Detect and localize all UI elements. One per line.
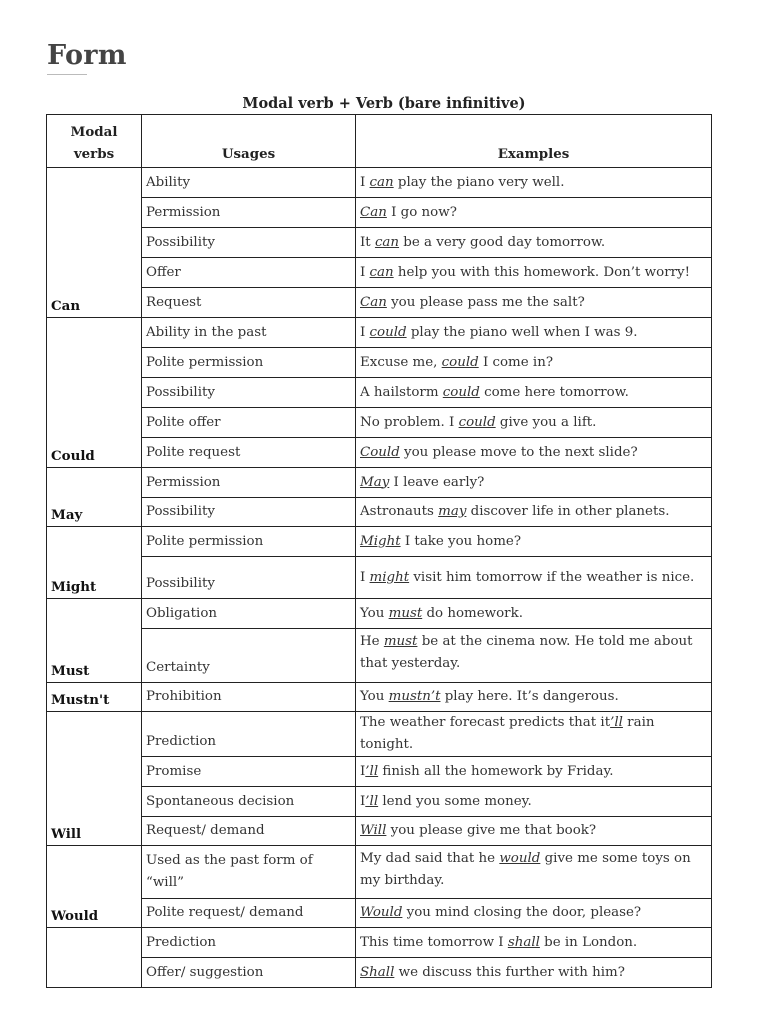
modal-verb-highlight: might: [369, 569, 410, 585]
modal-verb-highlight: can: [369, 264, 394, 280]
usage-cell: Used as the past form of “will”: [142, 846, 356, 899]
example-text: I go now?: [386, 204, 457, 220]
modal-verb-highlight: could: [441, 354, 479, 370]
modal-verb-highlight: mustn’t: [388, 689, 441, 704]
usage-cell: Possibility: [142, 378, 356, 408]
example-text: I: [360, 569, 370, 585]
usage-cell: Polite offer: [142, 408, 356, 438]
table-row: [47, 683, 712, 712]
modal-verb-cell: Might: [47, 527, 142, 599]
table-row: [47, 378, 712, 408]
modal-verb-highlight: Shall: [360, 964, 395, 980]
modal-verb-cell: Would: [47, 846, 142, 928]
example-text: discover life in other planets.: [466, 504, 670, 519]
example-text: I: [360, 763, 366, 779]
table-row: [47, 599, 712, 629]
example-text: rain tonight.: [360, 715, 655, 752]
example-text: be a very good day tomorrow.: [399, 234, 606, 250]
modal-verb-highlight: can: [369, 174, 394, 190]
example-cell: [356, 318, 712, 348]
modal-verb-highlight: must: [388, 605, 423, 621]
table-header-row: [47, 115, 712, 168]
example-text: play the piano well when I was 9.: [406, 324, 638, 340]
example-text: we discuss this further with him?: [394, 964, 625, 980]
example-text: I: [360, 793, 366, 809]
table-row: [47, 557, 712, 599]
usage-cell: Request: [142, 288, 356, 318]
table-row: [47, 757, 712, 787]
example-text: give me some toys on my birthday.: [360, 851, 691, 888]
example-cell: [356, 438, 712, 468]
modal-verb-cell: [47, 928, 142, 988]
example-cell: [356, 168, 712, 198]
table-row: [47, 468, 712, 498]
header-examples: Examples: [356, 115, 712, 168]
modal-verb-highlight: could: [442, 384, 480, 400]
example-cell: [356, 557, 712, 599]
modal-verb-highlight: ’ll: [610, 715, 623, 730]
usage-cell: Permission: [142, 198, 356, 228]
table-row: [47, 899, 712, 928]
example-cell: [356, 408, 712, 438]
modal-verb-highlight: would: [499, 851, 541, 866]
modal-verb-highlight: ’ll: [365, 763, 379, 779]
example-text: No problem. I: [360, 414, 459, 430]
example-cell: [356, 928, 712, 958]
example-text: The weather forecast predicts that it: [360, 715, 611, 730]
header-modal-verbs: [47, 115, 142, 168]
usage-cell: Obligation: [142, 599, 356, 629]
example-cell: [356, 757, 712, 787]
example-cell: [356, 228, 712, 258]
example-text: give you a lift.: [495, 414, 597, 430]
table-row: [47, 787, 712, 817]
example-text: You: [360, 689, 389, 704]
example-cell: [356, 846, 712, 899]
table-row: [47, 498, 712, 527]
usage-cell: Offer/ suggestion: [142, 958, 356, 988]
example-text: play the piano very well.: [393, 174, 565, 190]
example-text: you mind closing the door, please?: [402, 905, 642, 920]
example-text: you please pass me the salt?: [386, 294, 585, 310]
modal-verb-highlight: Could: [360, 444, 400, 460]
table-row: [47, 438, 712, 468]
usage-cell: Offer: [142, 258, 356, 288]
example-cell: [356, 817, 712, 846]
example-cell: [356, 348, 712, 378]
example-cell: [356, 498, 712, 527]
modal-verb-cell: Mustn't: [47, 683, 142, 712]
usage-cell: Polite permission: [142, 348, 356, 378]
example-cell: [356, 527, 712, 557]
usage-cell: Possibility: [142, 557, 356, 599]
example-text: you please move to the next slide?: [399, 444, 638, 460]
modal-verb-cell: Will: [47, 712, 142, 846]
table-row: [47, 408, 712, 438]
table-row: [47, 712, 712, 757]
table-row: [47, 168, 712, 198]
example-cell: [356, 468, 712, 498]
table-row: [47, 846, 712, 899]
example-cell: [356, 683, 712, 712]
modal-verb-cell: Could: [47, 318, 142, 468]
example-cell: [356, 198, 712, 228]
example-cell: [356, 958, 712, 988]
usage-cell: Polite permission: [142, 527, 356, 557]
modal-verb-highlight: can: [374, 234, 400, 250]
usage-cell: Prediction: [142, 712, 356, 757]
example-text: My dad said that he: [360, 851, 500, 866]
usage-cell: Polite request/ demand: [142, 899, 356, 928]
modal-verb-cell: May: [47, 468, 142, 527]
modal-verb-highlight: ’ll: [365, 793, 379, 809]
example-cell: [356, 378, 712, 408]
example-text: be at the cinema now. He told me about that yesterday.: [360, 634, 693, 671]
table-row: [47, 288, 712, 318]
example-text: play here. It’s dangerous.: [440, 689, 619, 704]
example-text: Astronauts: [360, 504, 439, 519]
usage-cell: Ability: [142, 168, 356, 198]
example-text: I: [360, 324, 370, 340]
modal-verb-highlight: could: [458, 414, 496, 430]
table-row: [47, 348, 712, 378]
table-row: [47, 318, 712, 348]
example-text: It: [360, 234, 375, 250]
example-text: A hailstorm: [360, 384, 443, 400]
example-cell: [356, 712, 712, 757]
example-text: do homework.: [422, 605, 523, 621]
example-text: Excuse me,: [360, 354, 442, 370]
header-usages: Usages: [142, 115, 356, 168]
modal-verb-highlight: Will: [360, 823, 387, 838]
example-text: I come in?: [478, 354, 554, 370]
example-cell: [356, 787, 712, 817]
modal-verb-highlight: may: [438, 504, 467, 519]
modal-verb-highlight: May: [360, 474, 390, 490]
usage-cell: Permission: [142, 468, 356, 498]
modal-verb-highlight: must: [383, 634, 418, 649]
table-row: [47, 928, 712, 958]
example-text: I: [360, 264, 370, 280]
example-text: This time tomorrow I: [360, 934, 508, 950]
modal-verb-cell: Must: [47, 599, 142, 683]
example-text: come here tomorrow.: [479, 384, 629, 400]
example-cell: [356, 899, 712, 928]
example-text: visit him tomorrow if the weather is nice.: [409, 569, 695, 585]
example-text: be in London.: [539, 934, 638, 950]
example-cell: [356, 629, 712, 683]
modal-verb-highlight: could: [369, 324, 407, 340]
example-text: help you with this homework. Don’t worry!: [393, 264, 690, 280]
example-text: you please give me that book?: [386, 823, 597, 838]
usage-cell: Prohibition: [142, 683, 356, 712]
example-text: lend you some money.: [378, 793, 532, 809]
example-text: I leave early?: [389, 474, 485, 490]
modal-verb-highlight: Can: [360, 294, 387, 310]
modal-verb-cell: Can: [47, 168, 142, 318]
table-row: [47, 258, 712, 288]
table-row: [47, 198, 712, 228]
usage-cell: Ability in the past: [142, 318, 356, 348]
table-row: [47, 629, 712, 683]
example-text: I: [360, 174, 370, 190]
example-cell: [356, 288, 712, 318]
table-caption: Modal verb + Verb (bare infinitive): [242, 95, 526, 112]
page-heading: Form: [47, 40, 127, 71]
usage-cell: Prediction: [142, 928, 356, 958]
example-text: finish all the homework by Friday.: [378, 763, 614, 779]
usage-cell: Possibility: [142, 498, 356, 527]
heading-underline: [47, 74, 87, 75]
table-body: [47, 168, 712, 988]
modal-verbs-table: [46, 114, 712, 988]
table-row: [47, 958, 712, 988]
usage-cell: Possibility: [142, 228, 356, 258]
modal-verb-highlight: Might: [360, 533, 401, 549]
header-modal-line2: verbs: [73, 146, 115, 162]
example-cell: [356, 599, 712, 629]
modal-verb-highlight: shall: [507, 934, 540, 950]
modal-verb-highlight: Can: [360, 204, 387, 220]
example-text: You: [360, 605, 389, 621]
example-text: I take you home?: [400, 533, 522, 549]
modal-verb-highlight: Would: [360, 905, 403, 920]
header-modal-line1: Modal: [70, 124, 118, 140]
example-text: He: [360, 634, 384, 649]
table-row: [47, 527, 712, 557]
table-row: [47, 817, 712, 846]
table-row: [47, 228, 712, 258]
usage-cell: Certainty: [142, 629, 356, 683]
usage-cell: Request/ demand: [142, 817, 356, 846]
usage-cell: Promise: [142, 757, 356, 787]
example-cell: [356, 258, 712, 288]
usage-cell: Polite request: [142, 438, 356, 468]
usage-cell: Spontaneous decision: [142, 787, 356, 817]
